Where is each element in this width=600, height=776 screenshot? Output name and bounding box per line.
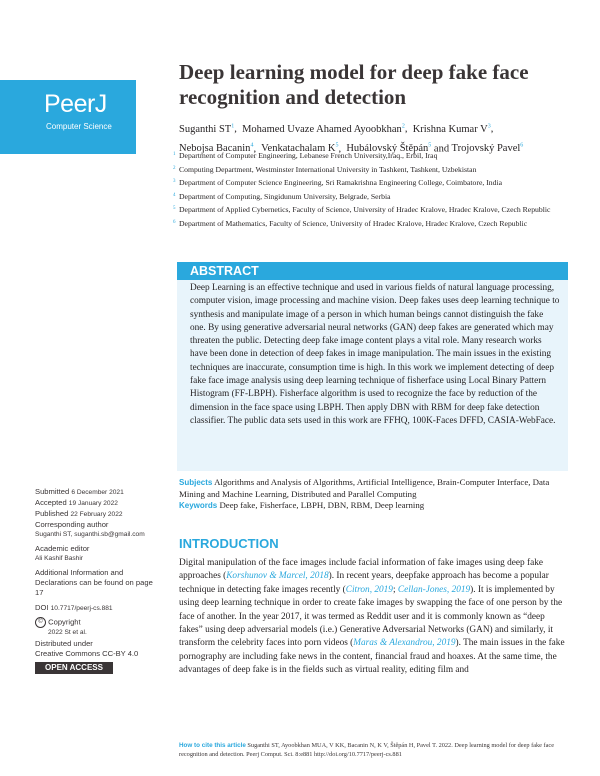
affiliation: 1 Department of Computer Engineering, Lebanese French University,Iraq., Erbil, Iraq [173,151,438,160]
author: Trojovský Pavel$^6$ [451,142,524,154]
doi-block: DOI 10.7717/peerj-cs.881 [35,603,113,612]
abstract-heading: ABSTRACT [177,262,568,280]
article-title: Deep learning model for deep fake face recognition and detection [179,60,529,109]
academic-editor: Academic editor Ali Kashif Bashir [35,544,90,562]
author: Mohamed Uvaze Ahamed Ayoobkhan$^2$ [242,123,405,135]
license-link[interactable]: Creative Commons CC-BY 4.0 [35,648,139,658]
affiliation: 4 Department of Computing, Singidunum University, Belgrade, Serbia [173,191,391,201]
corresponding-author: Corresponding author Suganthi ST, suganthi.sb@gmail.com [35,520,165,540]
citation-link[interactable]: Citron, 2019 [345,584,393,595]
logo-main-text: PeerJ [44,90,107,118]
author: Hubálovský Štěpán$^5$ [346,142,432,154]
license-block: Distributed under Creative Commons CC-BY 4.0 [35,639,165,659]
additional-info: Additional Information and Declarations can be found on page 17 [35,568,153,597]
affiliation: 5 Department of Applied Cybernetics, Faculty of Science, University of Hradec Kralove, Hradec Kralove, Czech Republic [173,205,551,214]
copyright-icon: © [35,617,46,628]
author: Nebojsa Bacanin$^4$ [179,142,254,154]
subjects-keywords [179,477,569,512]
doi-link[interactable]: 10.7717/peerj-cs.881 [50,605,113,612]
author: Venkatachalam $K^5$ [261,142,339,154]
affiliation-list [173,151,569,229]
citation-link[interactable]: Korshunov & Marcel, 2018 [226,571,329,582]
abstract-box [177,262,568,471]
citation-link[interactable]: Cellan-Jones, 2019 [397,584,471,595]
subjects: Subjects Algorithms and Analysis of Algorithms, Artificial Intelligence, Brain-Computer Interface, Data Mining and Machine Learning, Distributed and Parallel Computing [179,477,550,499]
copyright-block: © Copyright 2022 St et al. [35,617,165,638]
author-list: Suganthi $ST^1$, Mohamed Uvaze Ahamed Ayoobkhan$^2$, Krishna Kumar $V^3$, Nebojsa Bacanin$^4$, Venkatachalam $K^5$, Hubálovský Štěpán$^5$ and Trojovský Pavel$^6$ [179,123,524,154]
affiliation: 6 Department of Mathematics, Faculty of Science, University of Hradec Kralove, Hradec Kralove, Czech Republic [173,218,528,228]
affiliation: 2 Computing Department, Westminster International University in Tashkent, Tashkent, Uzbekistan [173,164,477,174]
citation-footer: How to cite this article Suganthi ST, Ayoobkhan MUA, V KK, Bacanin N, K V, Štěpán H, Pavel T. 2022. Deep learning model for deep fake face recognition and detection. Peerj Comput. Sci. 8:e881 http://doi.org/10.7717/peerj-cs.881 [179,742,554,758]
dates-block: Submitted 6 December 2021 Accepted 19 January 2022 Published 22 February 2022 [35,487,124,518]
abstract-text: Deep Learning is an effective technique and used in various fields of natural language processing, computer vision, image processing and machine vision. Deep fakes uses deep learning technique to synthesis and manipulate image of a person in which human beings cannot distinguish the fake one. By using generative adversarial neural networks (GAN) deep fakes are generated which may threaten the public. Detecting deep fake image content plays a vital role. Many research works have been done in detection of deep fakes in image manipulation. The main issues in the existing techniques are inaccurate, consumption time is high. In this work we implement detecting of deep fake face image analysis using deep learning technique of fisherface using Local Binary Pattern Histogram (FF-LBPH). Fisherface algorithm is used to recognize the face by reduction of the dimension in the face space using LBPH. Then apply DBN with RBM for deep fake detection classifier. The public data sets used in this work are FFHQ, 100K-Faces DFFD, CASIA-WebFace. [190,283,560,426]
introduction-text: Digital manipulation of the face images include facial information of fake images using deep fake approaches (Korshunov & Marcel, 2018). In recent years, deepfake approach has become a popular technique in detecting fake images recently (Citron, 2019; Cellan-Jones, 2019). It is implemented by using deep learning technique in order to create fake images by swapping the face of one person by the face of another. In the year 2017, it was termed as Reddit user and it is commonly known as “deep fakes” using deep adversarial models (i.e.) Generative Adversarial Networks (GAN) and similarly, it transform the celebrity faces into porn videos (Maras & Alexandrou, 2019). The main issues in the fake pornography are including fake news in the content, financial fraud and hoaxes. At the same time, the advantages of deep fake is in the fields such as virtual reality, editing film and [179,558,565,676]
logo-sub-text: Computer Science [46,122,112,131]
keywords: Keywords Deep fake, Fisherface, LBPH, DBN, RBM, Deep learning [179,500,425,510]
author: Suganthi $ST^1$ [179,123,235,135]
corresponding-author-email[interactable]: Suganthi ST, suganthi.sb@gmail.com [35,530,145,538]
affiliation: 3 Department of Computer Science Engineering, Sri Ramakrishna Engineering College, Coimbatore, India [173,178,502,187]
author: Krishna Kumar $V^3$ [412,123,491,135]
citation-link[interactable]: Maras & Alexandrou, 2019 [353,638,456,649]
peerj-logo [0,80,136,154]
open-access-badge: OPEN ACCESS [35,662,113,674]
introduction-heading: INTRODUCTION [179,536,279,551]
